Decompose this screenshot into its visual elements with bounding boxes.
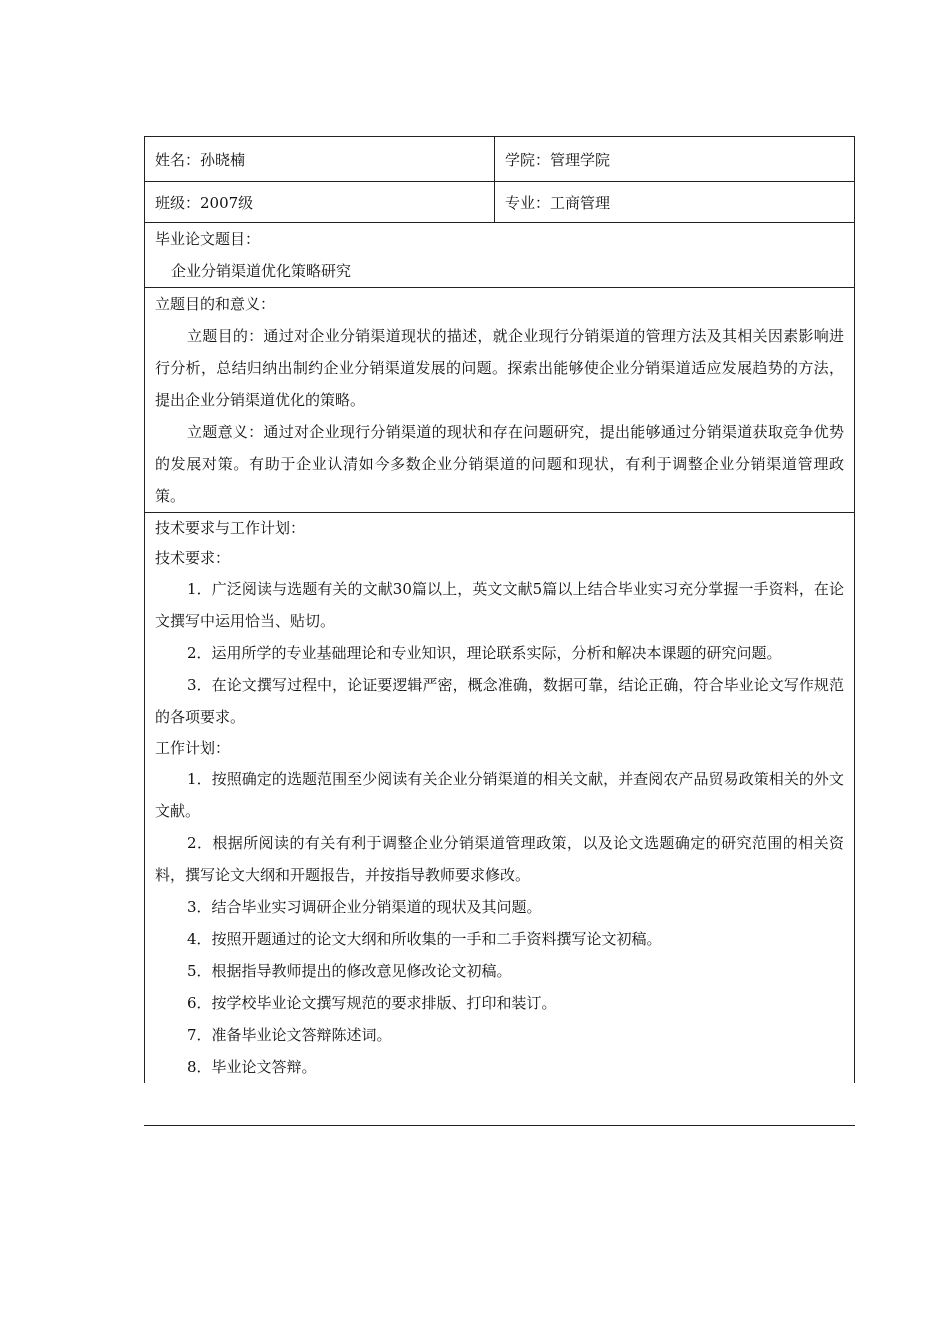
work-item: 1．按照确定的选题范围至少阅读有关企业分销渠道的相关文献，并查阅农产品贸易政策相关的外文文献。: [155, 770, 844, 820]
header-row-2: [145, 182, 855, 223]
tech-item: 2．运用所学的专业基础理论和专业知识，理论联系实际，分析和解决本课题的研究问题。: [187, 644, 782, 662]
thesis-title-heading: 毕业论文题目：: [155, 230, 261, 248]
thesis-title-cell: [145, 223, 855, 288]
work-item: 2．根据所阅读的有关有利于调整企业分销渠道管理政策，以及论文选题确定的研究范围的相关资料，撰写论文大纲和开题报告，并按指导教师要求修改。: [155, 834, 844, 884]
tech-item: 1．广泛阅读与选题有关的文献30篇以上，英文文献5篇以上结合毕业实习充分掌握一手资料，在论文撰写中运用恰当、贴切。: [155, 580, 844, 630]
plan-cell: [145, 513, 855, 1084]
work-item: 8．毕业论文答辩。: [187, 1058, 317, 1076]
plan-row: [145, 513, 855, 1084]
work-item: 3．结合毕业实习调研企业分销渠道的现状及其问题。: [187, 898, 542, 916]
thesis-title-row: [145, 223, 855, 288]
purpose-heading: 立题目的和意义：: [155, 295, 276, 313]
college-cell: [495, 137, 855, 182]
class-cell: [145, 182, 495, 223]
proposal-form-table: [144, 136, 855, 1083]
college-name: 学院：管理学院: [505, 150, 611, 169]
thesis-title: 企业分销渠道优化策略研究: [171, 262, 352, 280]
purpose-row: [145, 288, 855, 513]
student-name-cell: [145, 137, 495, 182]
work-item: 7．准备毕业论文答辩陈述词。: [187, 1026, 392, 1044]
work-heading: 工作计划：: [155, 739, 231, 757]
significance-paragraph: 立题意义：通过对企业现行分销渠道的现状和存在问题研究，提出能够通过分销渠道获取竞争优势的发展对策。有助于企业认清如今多数企业分销渠道的问题和现状，有利于调整企业分销渠道管理政策。: [155, 423, 844, 505]
tech-heading: 技术要求：: [155, 549, 231, 567]
header-row-1: [145, 137, 855, 182]
plan-heading: 技术要求与工作计划：: [155, 519, 306, 537]
student-name: 姓名：孙晓楠: [155, 150, 246, 169]
purpose-cell: [145, 288, 855, 513]
major-name: 专业：工商管理: [505, 193, 611, 212]
work-item: 5．根据指导教师提出的修改意见修改论文初稿。: [187, 962, 512, 980]
work-item: 6．按学校毕业论文撰写规范的要求排版、打印和装订。: [187, 994, 557, 1012]
tech-item: 3．在论文撰写过程中，论证要逻辑严密，概念准确，数据可靠，结论正确，符合毕业论文写作规范的各项要求。: [155, 676, 844, 726]
table-bottom-border: [144, 1125, 855, 1126]
class-year: 班级：2007级: [155, 193, 254, 212]
major-cell: [495, 182, 855, 223]
work-item: 4．按照开题通过的论文大纲和所收集的一手和二手资料撰写论文初稿。: [187, 930, 662, 948]
purpose-paragraph: 立题目的：通过对企业分销渠道现状的描述，就企业现行分销渠道的管理方法及其相关因素影响进行分析，总结归纳出制约企业分销渠道发展的问题。探索出能够使企业分销渠道适应发展趋势的方法，提出企业分销渠道优化的策略。: [155, 327, 844, 409]
